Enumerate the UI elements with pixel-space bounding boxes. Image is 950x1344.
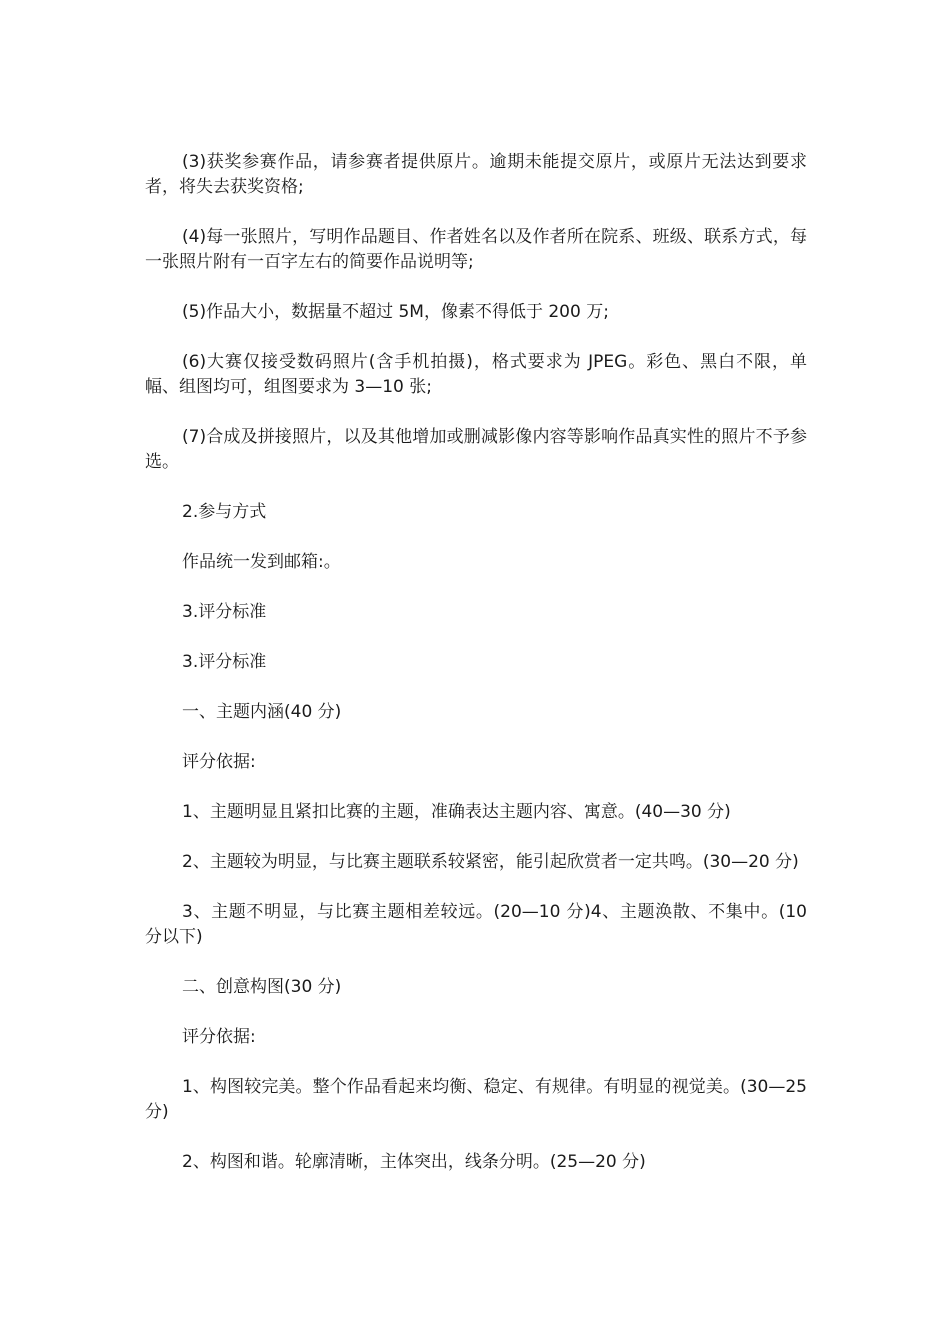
paragraph-email: 作品统一发到邮箱:。 [182, 552, 341, 572]
subsection-heading-theme: 一、主题内涵(40 分) [182, 702, 342, 722]
section-heading-participation: 2.参与方式 [182, 502, 267, 522]
theme-criterion-2: 2、主题较为明显，与比赛主题联系较紧密，能引起欣赏者一定共鸣。(30—20 分) [182, 852, 799, 872]
section-heading-scoring-repeat: 3.评分标准 [182, 652, 267, 672]
scoring-basis-label: 评分依据: [182, 752, 256, 772]
section-heading-scoring: 3.评分标准 [182, 602, 267, 622]
composition-criterion-1: 1、构图较完美。整个作品看起来均衡、稳定、有规律。有明显的视觉美。(30—25 分) [145, 1077, 807, 1122]
theme-criterion-1: 1、主题明显且紧扣比赛的主题，准确表达主题内容、寓意。(40—30 分) [182, 802, 731, 822]
paragraph-requirement-6: (6)大赛仅接受数码照片(含手机拍摄)，格式要求为 JPEG。彩色、黑白不限，单幅、组图均可，组图要求为 3—10 张; [145, 352, 807, 397]
scoring-basis-label: 评分依据: [182, 1027, 256, 1047]
theme-criterion-3-4: 3、主题不明显，与比赛主题相差较远。(20—10 分)4、主题涣散、不集中。(10 分以下) [145, 902, 807, 947]
composition-criterion-2: 2、构图和谐。轮廓清晰，主体突出，线条分明。(25—20 分) [182, 1152, 646, 1172]
paragraph-requirement-3: (3)获奖参赛作品，请参赛者提供原片。逾期未能提交原片，或原片无法达到要求者，将失去获奖资格; [145, 152, 807, 197]
paragraph-requirement-5: (5)作品大小，数据量不超过 5M，像素不得低于 200 万; [182, 302, 609, 322]
paragraph-requirement-4: (4)每一张照片，写明作品题目、作者姓名以及作者所在院系、班级、联系方式，每一张照片附有一百字左右的简要作品说明等; [145, 227, 807, 272]
paragraph-requirement-7: (7)合成及拼接照片，以及其他增加或删减影像内容等影响作品真实性的照片不予参选。 [145, 427, 807, 472]
subsection-heading-composition: 二、创意构图(30 分) [182, 977, 342, 997]
document-body [145, 150, 807, 1200]
